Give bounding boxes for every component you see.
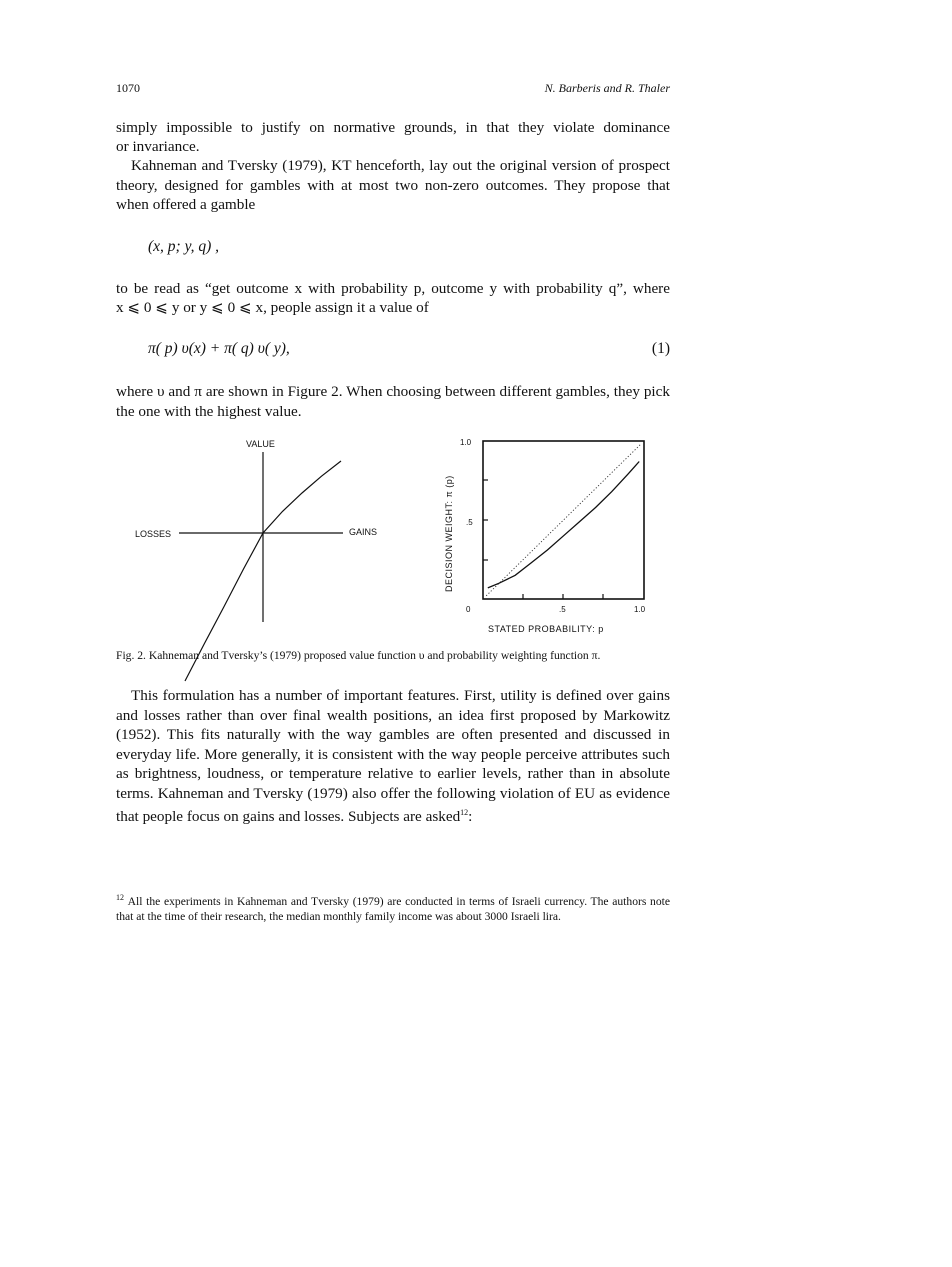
reference-diagonal <box>486 444 641 596</box>
x-tick-label-2: .5 <box>559 605 566 614</box>
figure-caption: Fig. 2. Kahneman and Tversky’s (1979) proposed value function υ and probability weighting function π. <box>116 649 601 662</box>
weighting-curve <box>488 462 639 588</box>
paragraph-5 <box>116 686 670 827</box>
gamble-expression: (x, p; y, q) , <box>148 238 220 255</box>
value-axis-label: VALUE <box>246 439 275 449</box>
y-tick-label-2: .5 <box>466 518 473 527</box>
running-head-authors: N. Barberis and R. Thaler <box>544 81 670 95</box>
footnote <box>116 890 670 924</box>
paragraph-3-line-1: to be read as “get outcome x with probability p, outcome y with probability q”, where <box>116 280 670 297</box>
paragraph-1-line-2: or invariance. <box>116 138 200 155</box>
paragraph-3-line-2: x ⩽ 0 ⩽ y or y ⩽ 0 ⩽ x, people assign it a value of <box>116 299 429 316</box>
paragraph-5-end: : <box>468 808 473 826</box>
gains-label: GAINS <box>349 527 378 537</box>
value-equation: π( p) υ(x) + π( q) υ( y), <box>148 340 290 357</box>
losses-label: LOSSES <box>135 529 172 539</box>
footnote-number: 12 <box>116 893 124 902</box>
x-tick-label-3: 1.0 <box>634 605 646 614</box>
paragraph-2: Kahneman and Tversky (1979), KT henceforth, lay out the original version of prospect theory, designed for gambles with at most two non-zero outcomes. They propose that when offered a gamble <box>116 157 670 213</box>
y-axis-label: DECISION WEIGHT: π (p) <box>444 475 454 592</box>
paragraph-1-line-1: simply impossible to justify on normative grounds, in that they violate dominance <box>116 119 670 136</box>
footnote-reference[interactable]: 12 <box>460 808 469 817</box>
x-tick-label-1: 0 <box>466 605 471 614</box>
paragraph-4: where υ and π are shown in Figure 2. When choosing between different gambles, they pick the one with the highest value. <box>116 383 670 420</box>
x-axis-label: STATED PROBABILITY: p <box>488 624 604 634</box>
weighting-function-figure <box>426 430 676 640</box>
value-function-figure <box>116 430 396 640</box>
page-number: 1070 <box>116 81 140 95</box>
equation-number: (1) <box>651 340 670 357</box>
paragraph-5-text: This formulation has a number of important features. First, utility is defined over gains and losses rather than over final wealth positions, an idea first proposed by Markowitz (1952). This fits naturally with the way gambles are often presented and discussed in everyday life. More generally, it is consistent with the way people perceive attributes such as brightness, loudness, or temperature relative to earlier levels, rather than in absolute terms. Kahneman and Tversky (1979) also offer the following violation of EU as evidence that people focus on gains and losses. Subjects are asked <box>116 687 670 826</box>
y-tick-label-1: 1.0 <box>460 438 472 447</box>
footnote-text: All the experiments in Kahneman and Tversky (1979) are conducted in terms of Israeli currency. The authors note that at the time of their research, the median monthly family income was about 3000 Israeli lira. <box>116 894 670 923</box>
